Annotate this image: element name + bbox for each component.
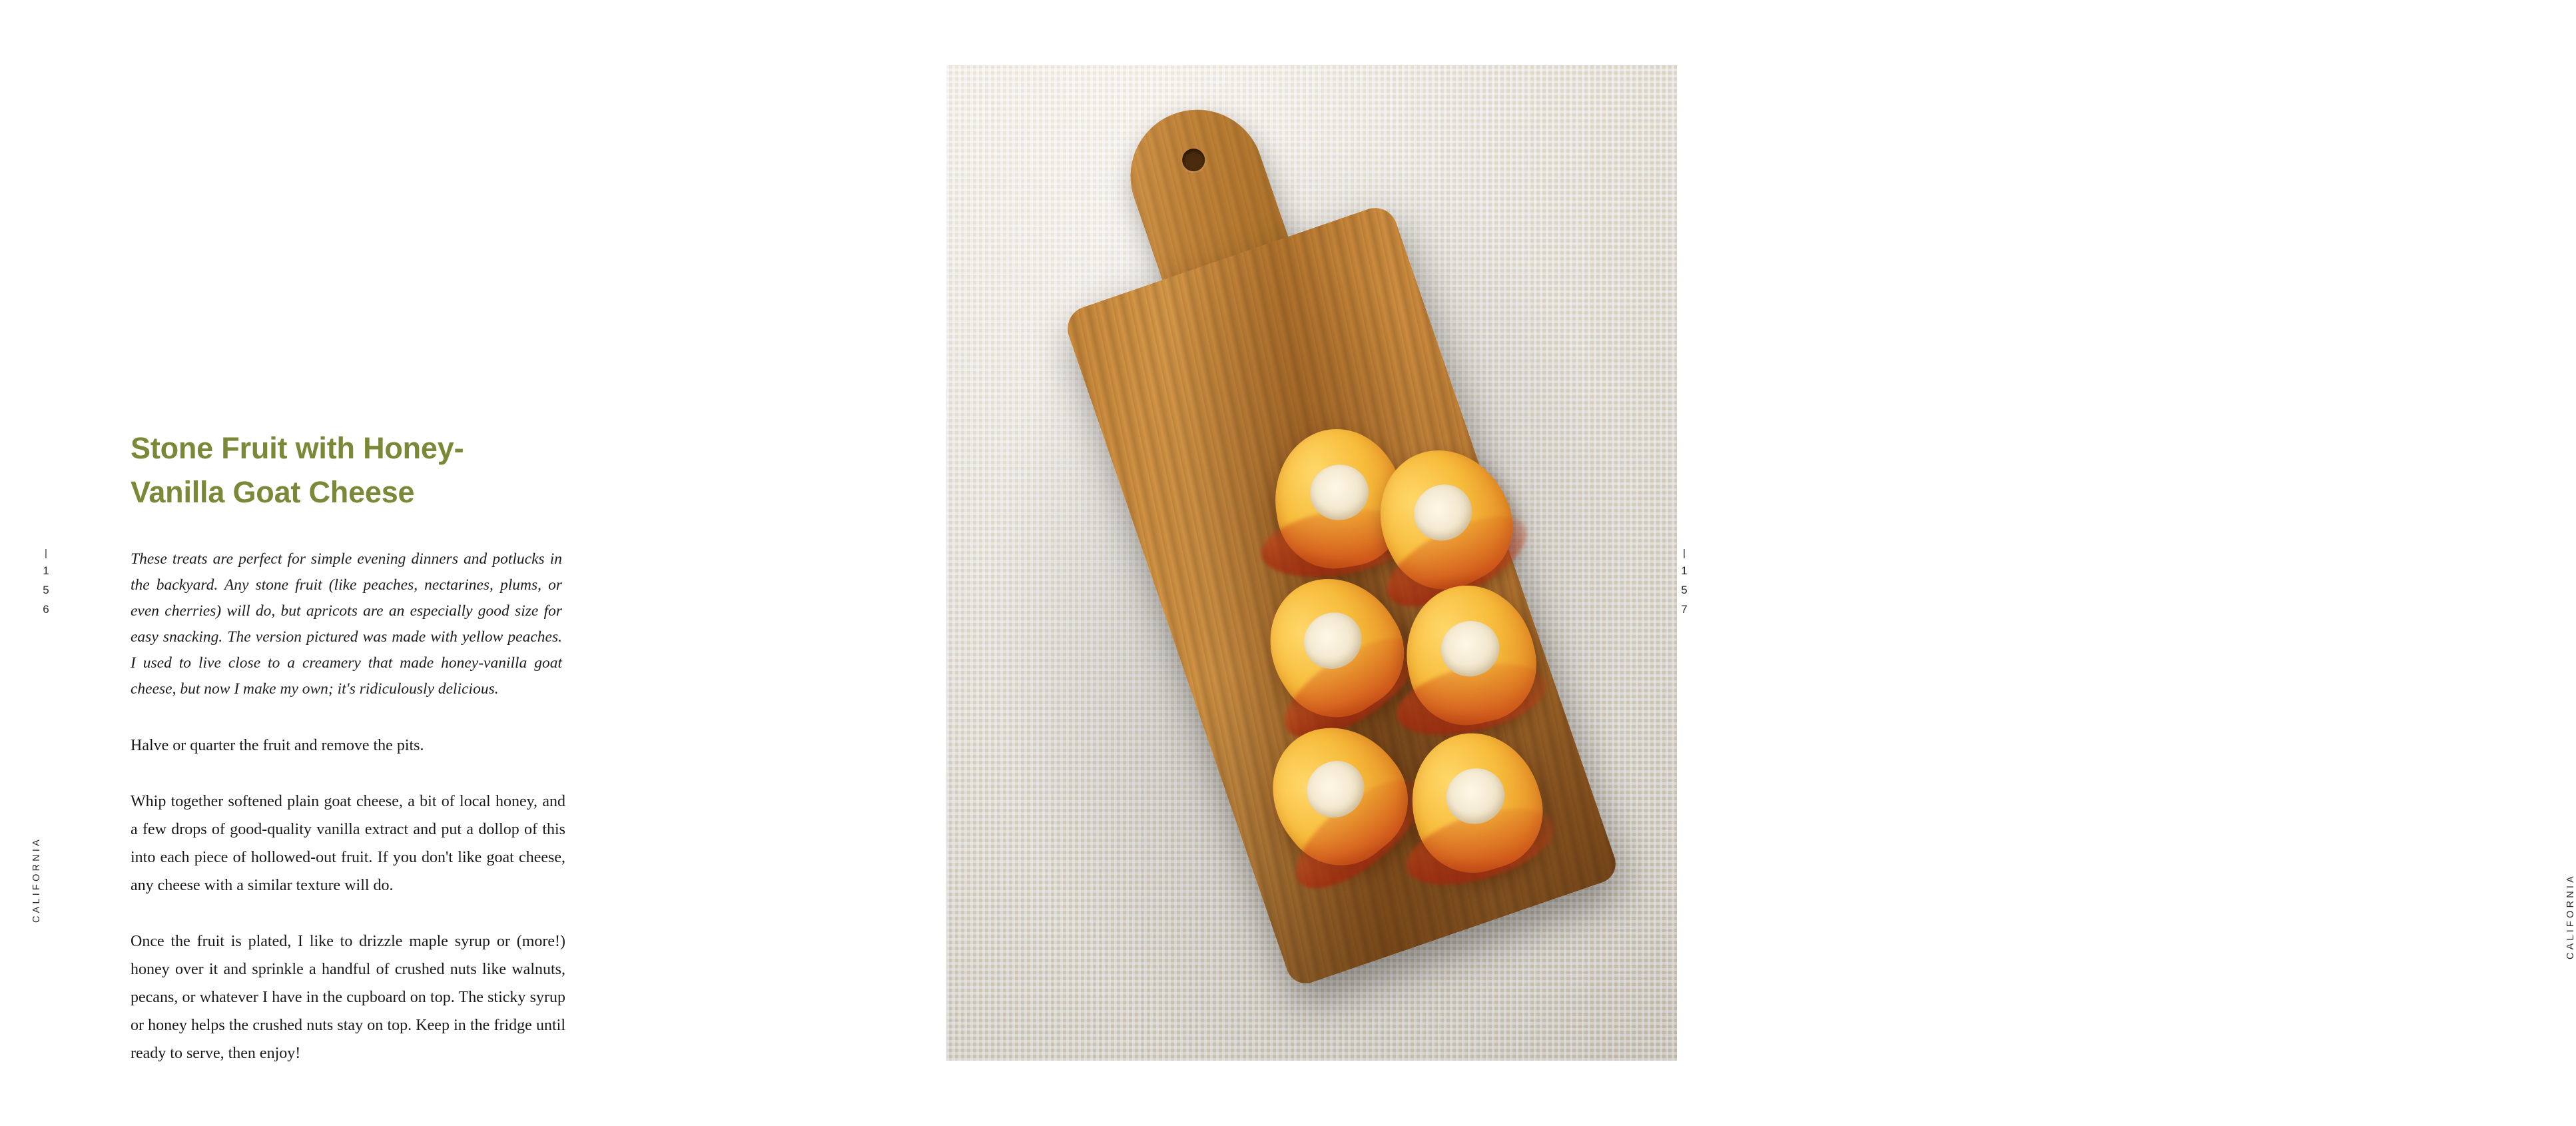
recipe-step: Whip together softened plain goat cheese, a bit of local honey, and a few drops of good-quality vanilla extract and put a dollop of this into each piece of hollowed-out fruit. If you don't like goat cheese, any cheese with a similar texture will do.	[131, 793, 565, 894]
folio-digit: 5	[1681, 584, 1689, 596]
folio-digit: 5	[43, 584, 51, 596]
board-handle-hole	[1179, 146, 1207, 175]
page-number-left	[37, 546, 57, 619]
folio-digit: 6	[43, 603, 51, 616]
recipe-step: Once the fruit is plated, I like to drizzle maple syrup or (more!) honey over it and sprinkle a handful of crushed nuts like walnuts, pecans, or whatever I have in the cupboard on top. The sticky syrup or honey helps the crushed nuts stay on top. Keep in the fridge until ready to serve, then enjoy!	[131, 933, 565, 1062]
folio-digit: 1	[1681, 564, 1689, 577]
recipe-intro: These treats are perfect for simple evening dinners and potlucks in the backyard. Any stone fruit (like peaches, nectarines, plums, or even cherries) will do, but apricots are an especially good size for easy snacking. The version pictured was made with yellow peaches. I used to live close to a creamery that made honey-vanilla goat cheese, but now I make my own; it's ridiculously delicious.	[131, 550, 562, 698]
recipe-photo	[946, 65, 1677, 1061]
running-head-right: CALIFORNIA	[2565, 873, 2576, 959]
folio-dash: |	[1683, 548, 1687, 559]
recipe-step: Halve or quarter the fruit and remove the pits.	[131, 737, 424, 754]
running-head-left: CALIFORNIA	[31, 836, 42, 923]
recipe-content	[131, 426, 570, 1067]
left-page	[0, 0, 866, 1126]
folio-digit: 7	[1681, 603, 1689, 616]
folio-dash: |	[45, 548, 49, 559]
page-number-right	[1675, 546, 1695, 619]
folio-digit: 1	[43, 564, 51, 577]
right-page	[866, 0, 2576, 1126]
recipe-title: Stone Fruit with Honey-Vanilla Goat Cheese	[131, 431, 464, 509]
